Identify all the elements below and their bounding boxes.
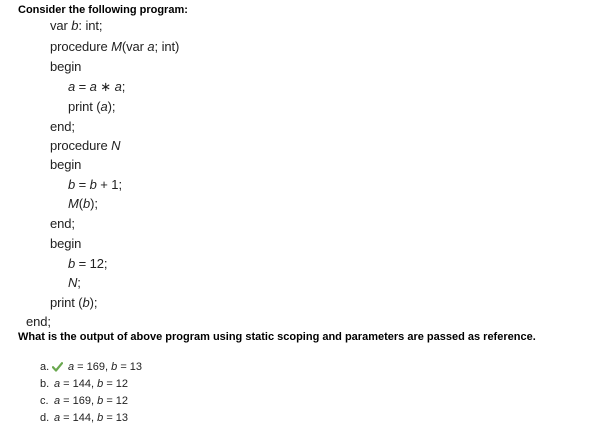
code-text: var	[50, 18, 72, 33]
question-header: Consider the following program:	[18, 4, 188, 16]
code-line-assign-b	[68, 177, 122, 192]
code-text: procedure	[50, 138, 112, 153]
code-text: =	[75, 79, 90, 94]
code-text: = 12	[103, 378, 129, 390]
code-text: );	[89, 295, 98, 310]
code-variable: a	[68, 361, 75, 373]
code-variable: b	[71, 18, 79, 33]
code-line-print-b	[50, 295, 97, 310]
option-d[interactable]	[40, 412, 128, 424]
code-text: = 13	[103, 412, 129, 424]
code-variable: a	[89, 79, 97, 94]
code-text: ; int)	[154, 39, 180, 54]
code-text: end;	[26, 314, 51, 329]
option-b[interactable]	[40, 378, 128, 390]
code-text: ;	[121, 79, 126, 94]
option-text	[54, 412, 128, 424]
code-variable: b	[68, 256, 76, 271]
code-line-begin-2	[50, 157, 81, 172]
code-variable: b	[97, 412, 104, 424]
code-text: = 12;	[75, 256, 108, 271]
code-line-assign-b-12	[68, 256, 107, 271]
code-text: ;	[77, 275, 81, 290]
code-text: end;	[50, 119, 75, 134]
code-variable: a	[114, 79, 122, 94]
code-variable: a	[100, 99, 108, 114]
code-line-assign-a	[68, 79, 125, 95]
option-text	[54, 378, 128, 390]
code-variable: b	[82, 196, 91, 211]
code-line-begin-3	[50, 236, 81, 251]
check-icon	[52, 362, 63, 372]
code-line-proc-m	[50, 39, 179, 54]
code-line-var-decl	[50, 18, 102, 33]
code-text: begin	[50, 236, 82, 251]
option-letter: d.	[40, 412, 50, 424]
code-line-call-n	[68, 275, 81, 290]
code-text: (var	[121, 39, 148, 54]
code-text: = 144,	[60, 378, 98, 390]
code-text: print (	[68, 99, 101, 114]
code-variable: a	[54, 412, 61, 424]
code-variable: M	[68, 196, 79, 211]
option-letter: c.	[40, 395, 49, 407]
code-line-begin-1	[50, 59, 81, 74]
code-text: procedure	[50, 39, 112, 54]
code-line-print-a	[68, 99, 115, 114]
code-line-proc-n	[50, 138, 120, 153]
code-text: print (	[50, 295, 83, 310]
code-text: = 169,	[60, 395, 98, 407]
code-text: = 12	[103, 395, 129, 407]
code-text: : int;	[78, 18, 103, 33]
option-c[interactable]	[40, 395, 128, 407]
option-letter: b.	[40, 378, 50, 390]
code-text: ∗	[96, 79, 115, 94]
code-variable: a	[54, 378, 61, 390]
code-variable: M	[111, 39, 122, 54]
code-variable: N	[68, 275, 78, 290]
code-variable: N	[111, 138, 121, 153]
code-variable: a	[54, 395, 61, 407]
code-text: begin	[50, 59, 82, 74]
code-text: begin	[50, 157, 82, 172]
option-a[interactable]	[40, 361, 142, 373]
code-variable: b	[68, 177, 76, 192]
code-variable: b	[97, 395, 104, 407]
code-variable: b	[89, 177, 97, 192]
question-text: What is the output of above program using static scoping and parameters are passed as reference.	[18, 331, 536, 343]
code-text: = 144,	[60, 412, 98, 424]
option-text	[68, 361, 142, 373]
code-text: = 169,	[74, 361, 112, 373]
code-variable: a	[147, 39, 155, 54]
code-line-end-1	[50, 119, 75, 134]
code-text: );	[90, 196, 98, 211]
code-variable: b	[111, 361, 118, 373]
code-line-end-2	[50, 216, 75, 231]
code-line-end-3	[26, 314, 51, 329]
code-text: + 1;	[96, 177, 122, 192]
code-variable: a	[68, 79, 76, 94]
code-text: = 13	[117, 361, 143, 373]
code-text: end;	[50, 216, 75, 231]
code-variable: b	[97, 378, 104, 390]
option-letter: a.	[40, 361, 50, 373]
code-line-call-m	[68, 196, 98, 211]
option-text	[54, 395, 128, 407]
code-text: (	[78, 196, 83, 211]
code-text: =	[75, 177, 90, 192]
code-text: );	[107, 99, 116, 114]
code-variable: b	[82, 295, 90, 310]
